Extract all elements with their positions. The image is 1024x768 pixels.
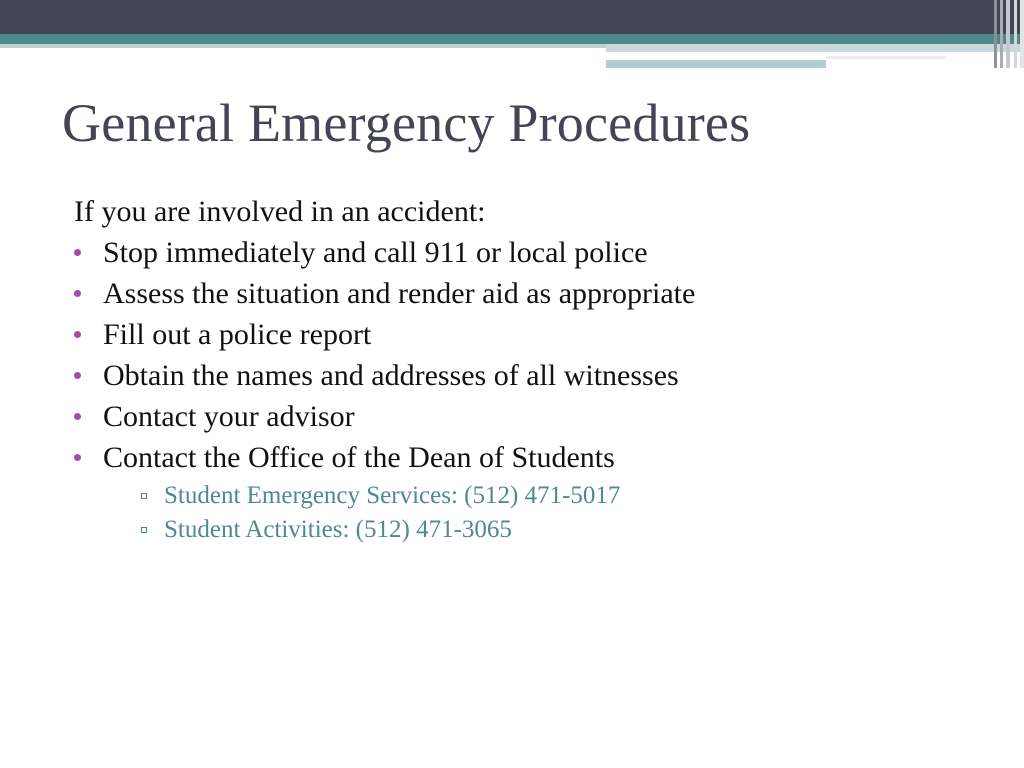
bullet-dot-icon: [74, 413, 81, 420]
header-bar-teal: [0, 34, 1024, 44]
sub-bullet-list: [103, 481, 974, 545]
sub-bullet-text: Student Emergency Services: (512) 471-5017: [164, 482, 621, 509]
bullet-item: [74, 276, 974, 312]
bullet-dot-icon: [74, 454, 81, 461]
bullet-dot-icon: [74, 372, 81, 379]
bullet-item: [74, 399, 974, 435]
bullet-item: [74, 235, 974, 271]
header-bar-light: [0, 44, 610, 48]
bullet-text: Assess the situation and render aid as appropriate: [103, 277, 696, 310]
header-bar-light: [606, 44, 1024, 52]
header-stripe: [1006, 0, 1010, 68]
bullet-item: [74, 358, 974, 394]
bullet-text: Stop immediately and call 911 or local police: [103, 236, 648, 269]
sub-bullet-item: [103, 515, 974, 545]
bullet-text: Contact the Office of the Dean of Students: [103, 441, 615, 474]
sub-bullet-text: Student Activities: (512) 471-3065: [164, 516, 512, 543]
bullet-item: [74, 440, 974, 545]
header-stripe: [1014, 0, 1017, 68]
square-bullet-icon: [141, 527, 147, 533]
bullet-dot-icon: [74, 290, 81, 297]
bullet-dot-icon: [74, 249, 81, 256]
bullet-list: [74, 235, 974, 545]
sub-bullet-item: [103, 481, 974, 511]
slide-body: [74, 194, 974, 550]
header-stripe: [1020, 0, 1024, 68]
header-stripes: [994, 0, 1024, 68]
square-bullet-icon: [141, 493, 147, 499]
slide-title: General Emergency Procedures: [62, 93, 751, 153]
header-bar-dark: [0, 0, 1024, 34]
bullet-dot-icon: [74, 331, 81, 338]
header-stripe: [994, 0, 997, 68]
bullet-item: [74, 317, 974, 353]
header-bar-light: [606, 60, 826, 68]
intro-text: If you are involved in an accident:: [74, 195, 486, 228]
bullet-text: Contact your advisor: [103, 400, 355, 433]
bullet-text: Fill out a police report: [103, 318, 372, 351]
header-stripe: [1000, 0, 1003, 68]
header-accent-line: [826, 56, 946, 59]
bullet-text: Obtain the names and addresses of all witnesses: [103, 359, 679, 392]
